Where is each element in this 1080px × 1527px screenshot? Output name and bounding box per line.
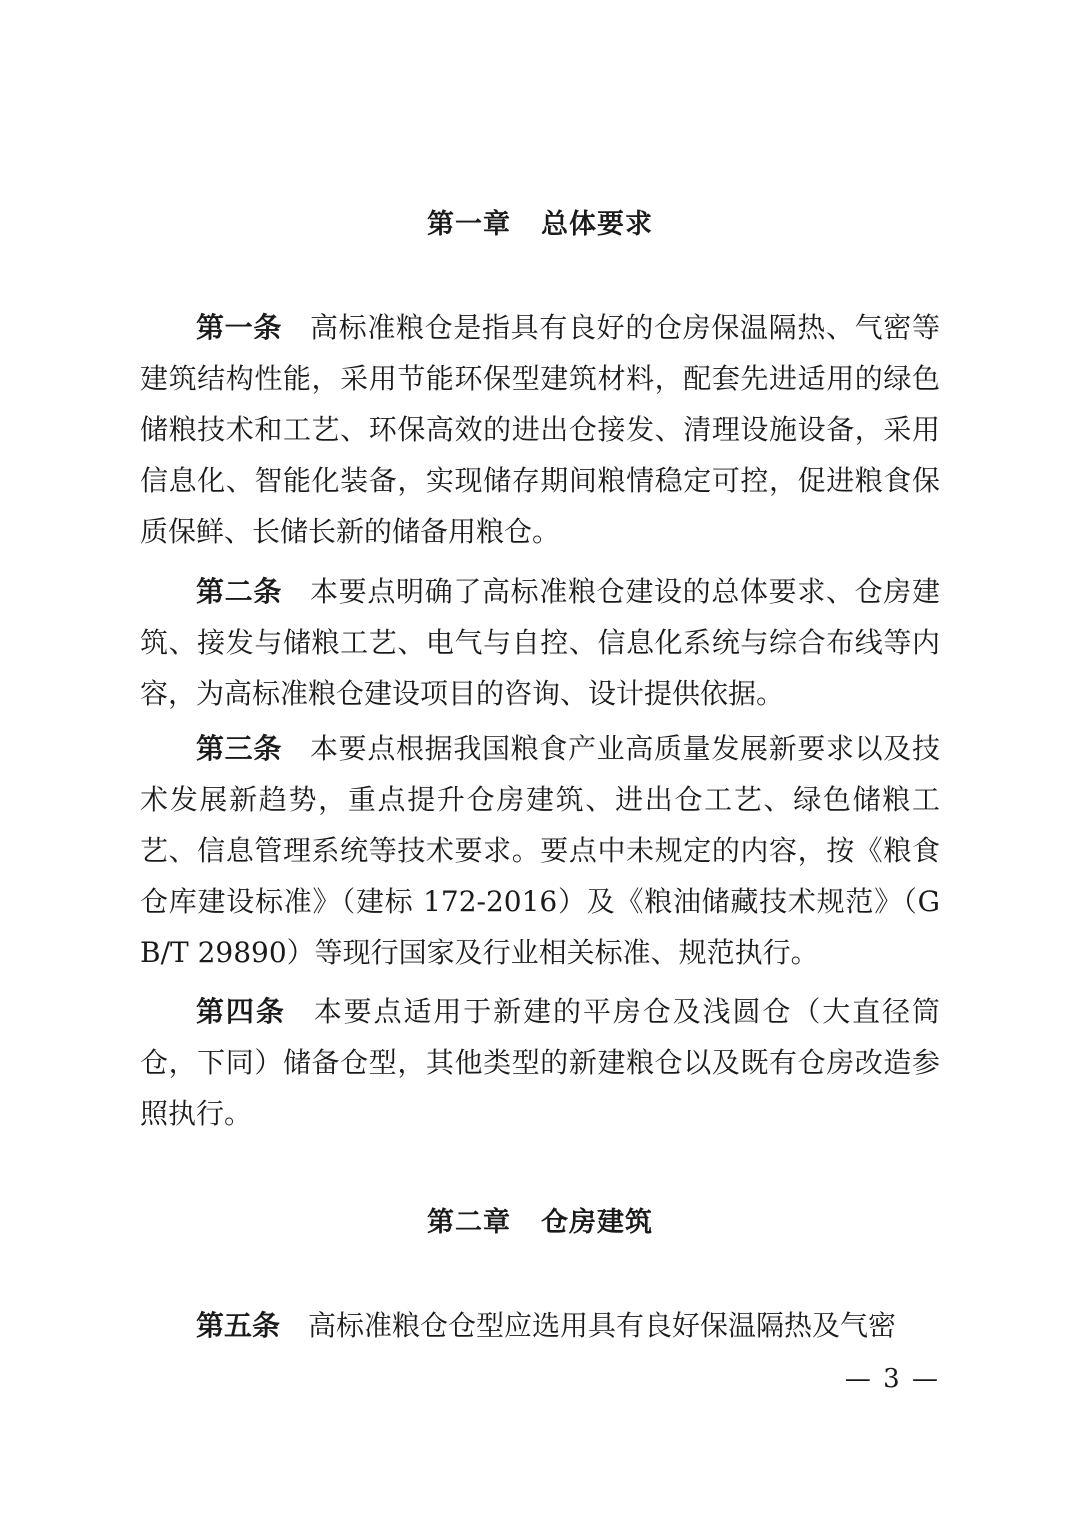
article-3-lead: 第三条 (196, 732, 282, 765)
article-3 (140, 723, 940, 978)
article-2-text: 本要点明确了高标准粮仓建设的总体要求、仓房建筑、接发与储粮工艺、电气与自控、信息化系统与综合布线等内容，为高标准粮仓建设项目的咨询、设计提供依据。 (140, 575, 940, 710)
article-5-text: 高标准粮仓仓型应选用具有良好保温隔热及气密 (308, 1309, 897, 1342)
article-2-lead: 第二条 (196, 575, 282, 608)
article-2 (140, 566, 940, 719)
article-1-text: 高标准粮仓是指具有良好的仓房保温隔热、气密等建筑结构性能，采用节能环保型建筑材料，配套先进适用的绿色储粮技术和工艺、环保高效的进出仓接发、清理设施设备，采用信息化、智能化装备，实现储存期间粮情稳定可控，促进粮食保质保鲜、长储长新的储备用粮仓。 (140, 311, 940, 548)
article-5-lead: 第五条 (196, 1309, 281, 1342)
chapter-2-title: 仓房建筑 (541, 1207, 653, 1238)
article-4 (140, 986, 940, 1139)
article-4-lead: 第四条 (196, 995, 286, 1028)
chapter-2-heading (0, 1200, 1080, 1239)
chapter-1-title: 总体要求 (541, 209, 653, 240)
article-1-lead: 第一条 (196, 311, 282, 344)
article-4-text: 本要点适用于新建的平房仓及浅圆仓（大直径筒仓，下同）储备仓型，其他类型的新建粮仓以及既有仓房改造参照执行。 (140, 995, 940, 1130)
chapter-1-heading (0, 202, 1080, 241)
article-5 (140, 1300, 940, 1351)
chapter-2-number: 第二章 (427, 1207, 511, 1238)
article-1 (140, 302, 940, 557)
article-3-text: 本要点根据我国粮食产业高质量发展新要求以及技术发展新趋势，重点提升仓房建筑、进出仓工艺、绿色储粮工艺、信息管理系统等技术要求。要点中未规定的内容，按《粮食仓库建设标准》（建标 172-2016）及《粮油储藏技术规范》（GB/T 29890）等现行国家及行业相关标准、规范执行。 (140, 732, 940, 969)
chapter-1-number: 第一章 (427, 209, 511, 240)
page-number: — 3 — (844, 1364, 940, 1394)
